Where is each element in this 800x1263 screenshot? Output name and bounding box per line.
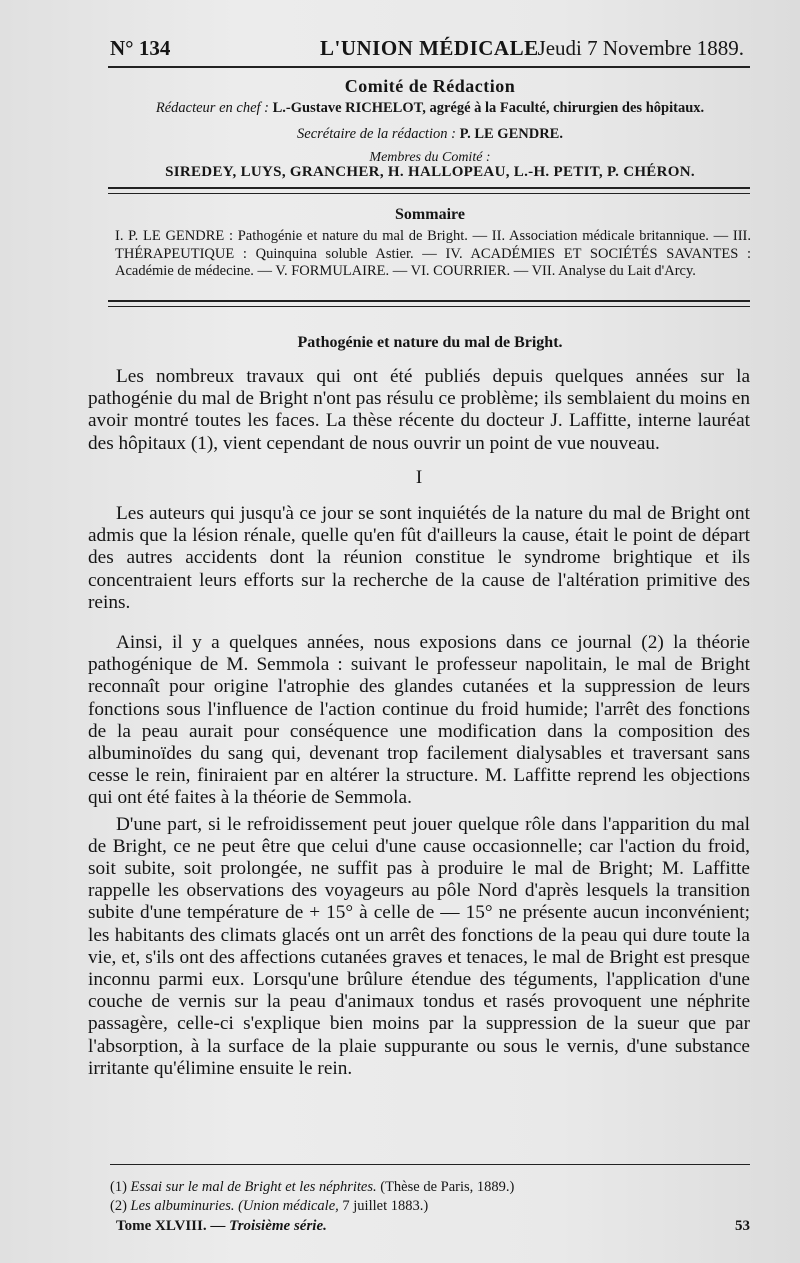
footnotes	[110, 1178, 750, 1215]
sommaire-title: Sommaire	[395, 206, 465, 223]
committee-title: Comité de Rédaction	[344, 76, 516, 96]
footnote-2-rest: 7 juillet 1883.)	[342, 1197, 429, 1214]
committee-rule-top	[108, 187, 750, 189]
footnote-rule	[110, 1164, 750, 1165]
members-list: SIREDEY, LUYS, GRANCHER, H. HALLOPEAU, L.-H. PETIT, P. CHÉRON.	[165, 164, 695, 180]
page-number: N° 134	[110, 36, 171, 60]
serie-label: Troisième série.	[229, 1218, 327, 1234]
page-footer	[116, 1218, 750, 1240]
editor-line	[100, 100, 760, 117]
tome-label: Tome XLVIII. —	[116, 1218, 226, 1234]
header-rule	[108, 66, 750, 68]
members-label: Membres du Comité :	[369, 150, 491, 165]
article-title: Pathogénie et nature du mal de Bright.	[297, 334, 563, 351]
footnote-1-title: Essai sur le mal de Bright et les néphrites.	[130, 1179, 377, 1195]
sommaire-rule-top	[108, 300, 750, 302]
footnote-2-source: (Union médicale,	[238, 1197, 339, 1214]
signature-mark: 53	[735, 1218, 750, 1234]
editor-label: Rédacteur en chef :	[155, 100, 269, 116]
intro-paragraph: Les nombreux travaux qui ont été publiés depuis quelques années sur la pathogénie du mal de Bright n'ont pas résulu ce problème; ils semblaient du moins en avoir montré toutes les faces. La thèse récente du docteur J. Laffitte, interne lauréat des hôpitaux (1), vient cependant de nous ouvrir un point de vue nouveau.	[88, 366, 750, 454]
footnote-1-rest: (Thèse de Paris, 1889.)	[380, 1179, 515, 1195]
footer-tome	[116, 1218, 327, 1235]
issue-date: Jeudi 7 Novembre 1889.	[537, 36, 744, 60]
sommaire-text: I. P. LE GENDRE : Pathogénie et nature du mal de Bright. — II. Association médicale britannique. — III. THÉRAPEUTIQUE : Quinquina soluble Astier. — IV. ACADÉMIES ET SOCIÉTÉS SAVANTES : Académie de médecine. — V. FORMULAIRE. — VI. COURRIER. — VII. Analyse du Lait d'Arcy.	[115, 228, 751, 279]
running-head	[110, 30, 750, 66]
paragraph-2: Ainsi, il y a quelques années, nous exposions dans ce journal (2) la théorie pathogénique de M. Semmola : suivant le professeur napolitain, le mal de Bright reconnaît pour origine l'atrophie des glandes cutanées et la suppression de leurs fonctions sous l'influence de l'action continue du froid humide; l'arrêt des fonctions de la peau aurait pour conséquence une modification dans la composition des albuminoïdes du sang qui, devenant trop facilement dialysables et traversant sans cesse le rein, finiraient par en altérer la structure. M. Laffitte reprend les objections qui ont été faites à la théorie de Semmola.	[88, 632, 750, 809]
committee-rule-bottom	[108, 193, 750, 194]
secretary-label: Secrétaire de la rédaction :	[297, 126, 456, 142]
footnote-1	[110, 1178, 750, 1197]
secretary-line	[100, 126, 760, 143]
sommaire-rule-bottom	[108, 306, 750, 307]
footnote-1-mark: (1)	[110, 1179, 127, 1195]
editor-name: L.-Gustave RICHELOT, agrégé à la Faculté, chirurgien des hôpitaux.	[272, 100, 705, 116]
paragraph-3: D'une part, si le refroidissement peut jouer quelque rôle dans l'apparition du mal de Bright, ce ne peut être que celui d'une cause occasionnelle; car l'action du froid, soit subite, soit prolongée, ne suffit pas à produire le mal de Bright; M. Laffitte rappelle les observations des voyageurs au pôle Nord d'après lesquels la transition subite d'une température de + 15° à celle de — 15° ne présente aucun inconvénient; les habitants des climats glacés ont un arrêt des fonctions de la peau qui dure toute la vie, et, s'ils ont des affections cutanées graves et tenaces, le mal de Bright est presque inconnu parmi eux. Lorsqu'une brûlure étendue des téguments, l'application d'une couche de vernis sur la peau d'animaux tondus et rasés provoquent une néphrite passagère, celle-ci s'explique bien moins par la suppression de la sueur que par l'absorption, à la surface de la plaie suppurante ou sous le vernis, d'une substance irritante qu'élimine ensuite le rein.	[88, 813, 750, 1079]
journal-title: L'UNION MÉDICALE	[320, 36, 539, 60]
footnote-2-mark: (2)	[110, 1197, 127, 1214]
article-body	[88, 366, 750, 1080]
footnote-2	[110, 1197, 750, 1216]
section-number: I	[415, 466, 423, 488]
paragraph-1: Les auteurs qui jusqu'à ce jour se sont inquiétés de la nature du mal de Bright ont admis que la lésion rénale, quelle qu'en fût d'ailleurs la cause, était le point de départ des autres accidents dont la réunion constitue le syndrome brightique et ils concentraient leurs efforts sur la recherche de la cause de l'altération primitive des reins.	[88, 503, 750, 613]
footnote-2-title: Les albuminuries.	[130, 1197, 235, 1214]
secretary-name: P. LE GENDRE.	[459, 126, 563, 142]
